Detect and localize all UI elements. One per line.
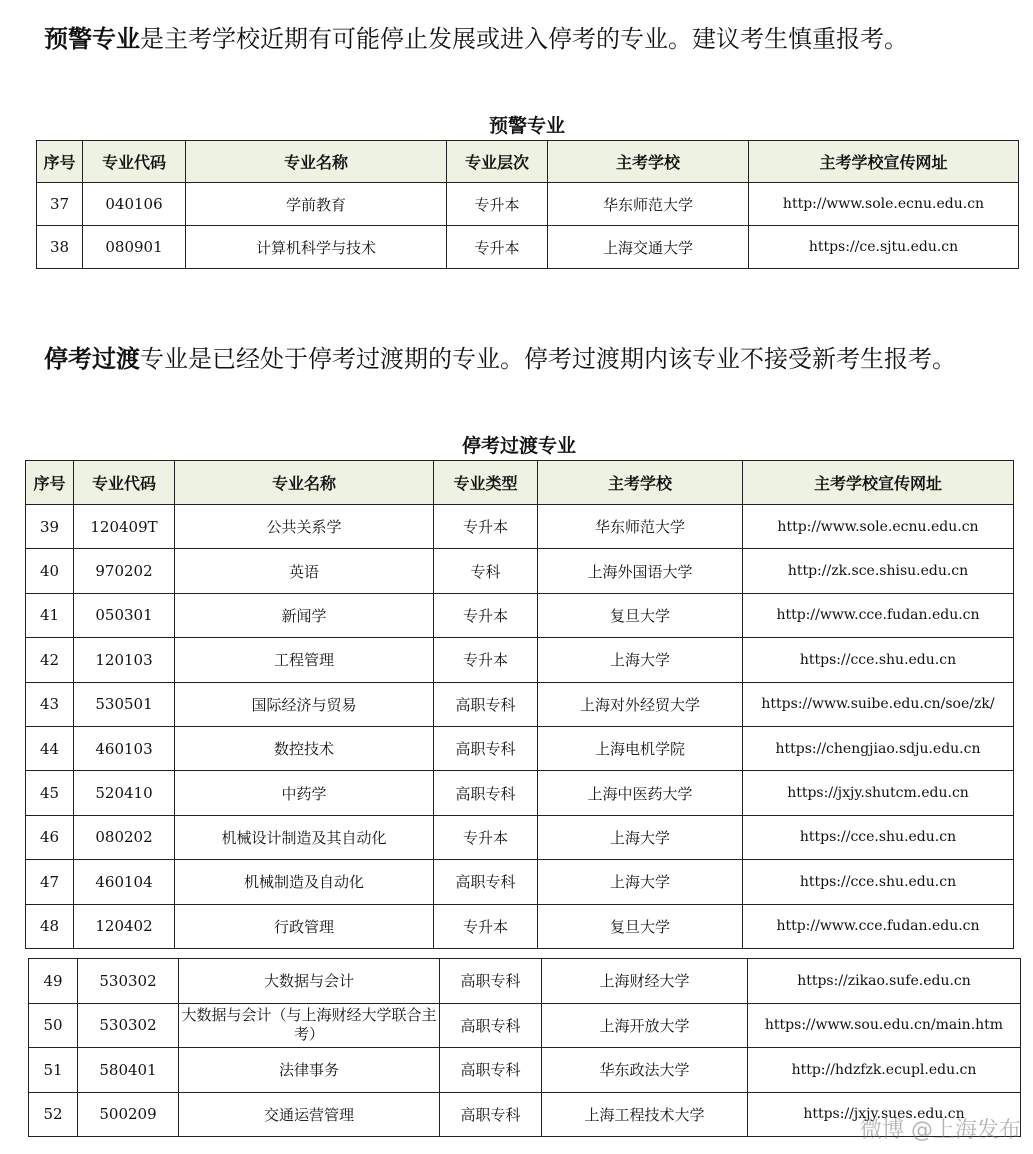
school-url: http://www.cce.fudan.edu.cn xyxy=(743,904,1014,948)
major-name: 中药学 xyxy=(175,771,434,815)
row-number: 45 xyxy=(26,771,74,815)
exam-school: 上海大学 xyxy=(538,815,743,859)
school-url: https://zikao.sufe.edu.cn xyxy=(748,959,1021,1004)
major-code: 120103 xyxy=(74,638,175,682)
major-code: 050301 xyxy=(74,593,175,637)
table-row xyxy=(26,815,1014,859)
major-level: 高职专科 xyxy=(434,682,538,726)
major-code: 520410 xyxy=(74,771,175,815)
column-header: 主考学校 xyxy=(548,141,749,183)
table-caption-warning: 预警专业 xyxy=(488,115,565,137)
major-name: 行政管理 xyxy=(175,904,434,948)
major-name: 新闻学 xyxy=(175,593,434,637)
warning-majors-table xyxy=(36,140,1019,269)
major-name: 机械设计制造及其自动化 xyxy=(175,815,434,859)
major-name: 学前教育 xyxy=(186,183,447,226)
school-url: https://www.suibe.edu.cn/soe/zk/ xyxy=(743,682,1014,726)
major-name: 计算机科学与技术 xyxy=(186,226,447,269)
column-header: 主考学校宣传网址 xyxy=(743,461,1014,505)
major-name: 交通运营管理 xyxy=(179,1092,440,1137)
exam-school: 上海大学 xyxy=(538,638,743,682)
table-row xyxy=(26,593,1014,637)
row-number: 38 xyxy=(37,226,83,269)
row-number: 46 xyxy=(26,815,74,859)
table-row xyxy=(26,904,1014,948)
major-code: 530302 xyxy=(78,959,179,1004)
major-code: 460103 xyxy=(74,726,175,770)
major-name: 大数据与会计（与上海财经大学联合主考） xyxy=(179,1003,440,1048)
school-url: http://www.sole.ecnu.edu.cn xyxy=(743,505,1014,549)
transition-majors-table-continued xyxy=(28,958,1021,1137)
major-code: 580401 xyxy=(78,1048,179,1093)
major-name: 国际经济与贸易 xyxy=(175,682,434,726)
major-level: 专升本 xyxy=(434,505,538,549)
exam-school: 上海大学 xyxy=(538,860,743,904)
school-url: https://cce.shu.edu.cn xyxy=(743,815,1014,859)
major-code: 530302 xyxy=(78,1003,179,1048)
table-row xyxy=(26,682,1014,726)
table-caption-transition: 停考过渡专业 xyxy=(461,435,576,457)
column-header: 主考学校 xyxy=(538,461,743,505)
school-url: https://chengjiao.sdju.edu.cn xyxy=(743,726,1014,770)
exam-school: 华东师范大学 xyxy=(548,183,749,226)
major-level: 高职专科 xyxy=(440,1092,542,1137)
row-number: 40 xyxy=(26,549,74,593)
row-number: 49 xyxy=(29,959,78,1004)
major-level: 高职专科 xyxy=(434,860,538,904)
major-code: 040106 xyxy=(83,183,186,226)
intro-warning xyxy=(44,24,908,54)
header-row xyxy=(37,141,1019,183)
table-row xyxy=(29,1003,1021,1048)
major-level: 专升本 xyxy=(447,183,548,226)
row-number: 41 xyxy=(26,593,74,637)
major-level: 专升本 xyxy=(434,593,538,637)
major-level: 专升本 xyxy=(434,904,538,948)
major-level: 高职专科 xyxy=(440,1003,542,1048)
row-number: 44 xyxy=(26,726,74,770)
intro-warning-text: 是主考学校近期有可能停止发展或进入停考的专业。建议考生慎重报考。 xyxy=(140,25,908,53)
exam-school: 上海工程技术大学 xyxy=(542,1092,748,1137)
exam-school: 复旦大学 xyxy=(538,904,743,948)
exam-school: 上海开放大学 xyxy=(542,1003,748,1048)
major-name: 法律事务 xyxy=(179,1048,440,1093)
table-row xyxy=(26,638,1014,682)
row-number: 47 xyxy=(26,860,74,904)
major-code: 120409T xyxy=(74,505,175,549)
major-code: 970202 xyxy=(74,549,175,593)
major-code: 530501 xyxy=(74,682,175,726)
major-code: 460104 xyxy=(74,860,175,904)
row-number: 51 xyxy=(29,1048,78,1093)
row-number: 50 xyxy=(29,1003,78,1048)
exam-school: 上海中医药大学 xyxy=(538,771,743,815)
school-url: http://www.sole.ecnu.edu.cn xyxy=(749,183,1019,226)
major-code: 500209 xyxy=(78,1092,179,1137)
major-code: 080202 xyxy=(74,815,175,859)
major-code: 120402 xyxy=(74,904,175,948)
major-level: 高职专科 xyxy=(440,1048,542,1093)
row-number: 43 xyxy=(26,682,74,726)
column-header: 序号 xyxy=(26,461,74,505)
column-header: 专业类型 xyxy=(434,461,538,505)
table-row xyxy=(26,860,1014,904)
row-number: 48 xyxy=(26,904,74,948)
transition-majors-table xyxy=(25,460,1014,949)
exam-school: 上海交通大学 xyxy=(548,226,749,269)
school-url: http://hdzfzk.ecupl.edu.cn xyxy=(748,1048,1021,1093)
school-url: https://www.sou.edu.cn/main.htm xyxy=(748,1003,1021,1048)
column-header: 专业名称 xyxy=(186,141,447,183)
exam-school: 上海对外经贸大学 xyxy=(538,682,743,726)
row-number: 37 xyxy=(37,183,83,226)
watermark: 微博 @上海发布 xyxy=(860,1118,1021,1143)
intro-transition xyxy=(44,344,956,374)
table-row xyxy=(29,959,1021,1004)
school-url: https://jxjy.shutcm.edu.cn xyxy=(743,771,1014,815)
school-url: https://ce.sjtu.edu.cn xyxy=(749,226,1019,269)
major-code: 080901 xyxy=(83,226,186,269)
major-level: 专科 xyxy=(434,549,538,593)
major-name: 大数据与会计 xyxy=(179,959,440,1004)
exam-school: 华东政法大学 xyxy=(542,1048,748,1093)
table-row xyxy=(26,726,1014,770)
column-header: 专业层次 xyxy=(447,141,548,183)
exam-school: 上海外国语大学 xyxy=(538,549,743,593)
table-row xyxy=(26,505,1014,549)
major-name: 数控技术 xyxy=(175,726,434,770)
major-level: 高职专科 xyxy=(434,771,538,815)
row-number: 39 xyxy=(26,505,74,549)
table-row xyxy=(26,549,1014,593)
column-header: 序号 xyxy=(37,141,83,183)
major-name: 机械制造及自动化 xyxy=(175,860,434,904)
table-row xyxy=(37,226,1019,269)
major-name: 英语 xyxy=(175,549,434,593)
intro-transition-term: 停考过渡 xyxy=(44,345,140,373)
major-level: 专升本 xyxy=(434,638,538,682)
column-header: 专业名称 xyxy=(175,461,434,505)
exam-school: 华东师范大学 xyxy=(538,505,743,549)
major-level: 专升本 xyxy=(447,226,548,269)
column-header: 专业代码 xyxy=(83,141,186,183)
major-name: 公共关系学 xyxy=(175,505,434,549)
school-url: https://cce.shu.edu.cn xyxy=(743,860,1014,904)
school-url: https://jxjy.sues.edu.cn xyxy=(748,1092,1021,1137)
school-url: http://www.cce.fudan.edu.cn xyxy=(743,593,1014,637)
major-name: 工程管理 xyxy=(175,638,434,682)
major-level: 高职专科 xyxy=(434,726,538,770)
exam-school: 上海电机学院 xyxy=(538,726,743,770)
major-level: 高职专科 xyxy=(440,959,542,1004)
exam-school: 复旦大学 xyxy=(538,593,743,637)
intro-transition-text: 专业是已经处于停考过渡期的专业。停考过渡期内该专业不接受新考生报考。 xyxy=(140,345,956,373)
exam-school: 上海财经大学 xyxy=(542,959,748,1004)
table-row xyxy=(37,183,1019,226)
intro-warning-term: 预警专业 xyxy=(44,25,140,53)
row-number: 42 xyxy=(26,638,74,682)
school-url: http://zk.sce.shisu.edu.cn xyxy=(743,549,1014,593)
table-row xyxy=(29,1048,1021,1093)
row-number: 52 xyxy=(29,1092,78,1137)
major-level: 专升本 xyxy=(434,815,538,859)
column-header: 主考学校宣传网址 xyxy=(749,141,1019,183)
header-row xyxy=(26,461,1014,505)
table-row xyxy=(26,771,1014,815)
school-url: https://cce.shu.edu.cn xyxy=(743,638,1014,682)
column-header: 专业代码 xyxy=(74,461,175,505)
